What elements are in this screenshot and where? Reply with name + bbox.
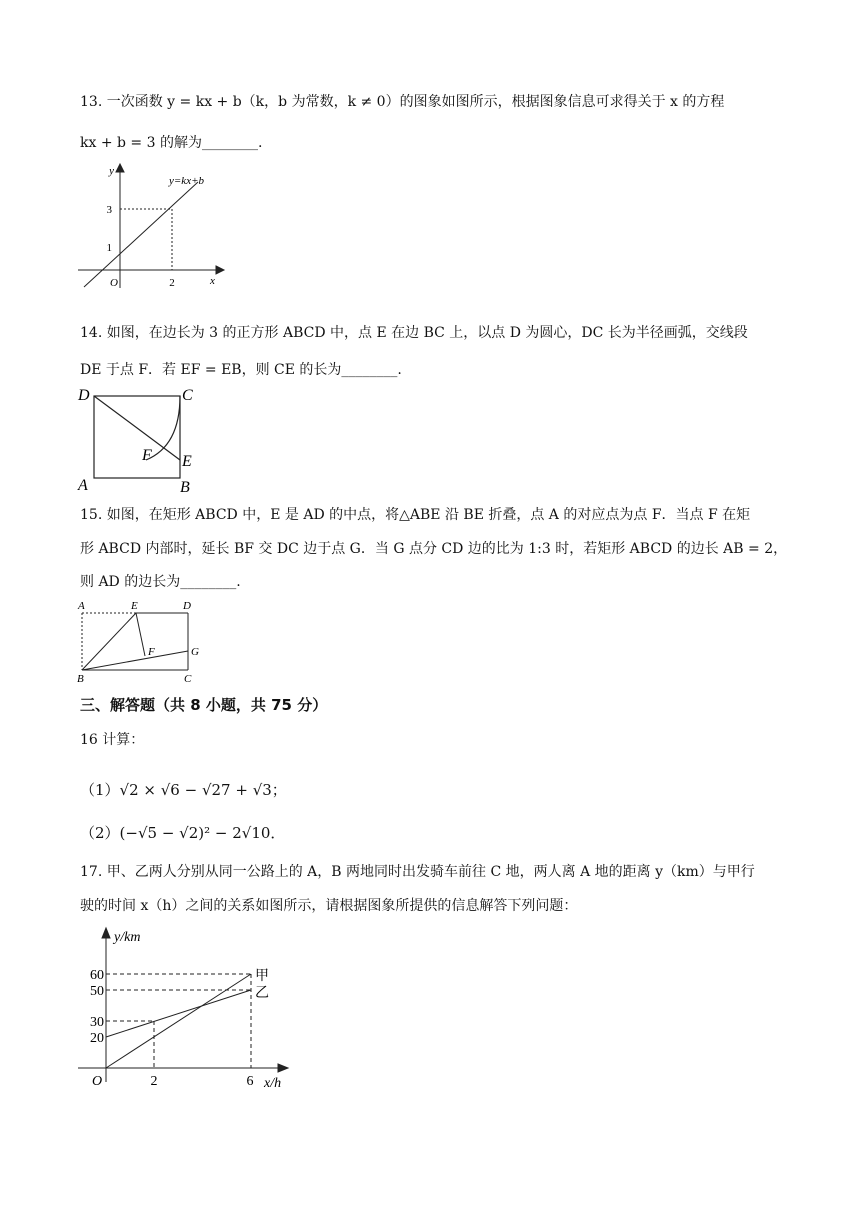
y-label: y/km	[114, 930, 141, 945]
segment-de	[94, 396, 180, 460]
q16-title: 16 计算：	[80, 732, 145, 748]
q16-part1: （1）√2 × √6 − √27 + √3；	[80, 781, 287, 799]
label-d: D	[78, 387, 90, 404]
q15-line1: 15. 如图，在矩形 ABCD 中，E 是 AD 的中点，将△ABE 沿 BE 折叠，点 A 的对应点为点 F．当点 F 在矩	[80, 507, 751, 523]
label-b: B	[180, 479, 190, 496]
tick-x2: 2	[169, 277, 175, 289]
origin-label: O	[92, 1074, 103, 1089]
q17-graph	[74, 922, 314, 1092]
x-label: x/h	[264, 1076, 282, 1091]
tick-30: 30	[90, 1015, 104, 1030]
q17-line1: 17. 甲、乙两人分别从同一公路上的 A，B 两地同时出发骑车前往 C 地，两人离 A 地的距离 y（km）与甲行	[80, 864, 755, 880]
tick-x2: 2	[150, 1074, 158, 1089]
q13-line1: 13. 一次函数 y = kx + b（k，b 为常数，k ≠ 0）的图象如图所示，根据图象信息可求得关于 x 的方程	[80, 94, 725, 110]
label-b: B	[77, 673, 84, 685]
q14-line2: DE 于点 F．若 EF = EB，则 CE 的长为________.	[80, 362, 402, 378]
tick-60: 60	[90, 968, 104, 983]
function-label: y=kx+b	[169, 175, 204, 187]
x-axis-arrow	[278, 1064, 288, 1072]
q15-line2: 形 ABCD 内部时，延长 BF 交 DC 边于点 G．当 G 点分 CD 边的比为 1:3 时，若矩形 ABCD 的边长 AB = 2，	[80, 541, 788, 557]
x-axis-arrow	[216, 266, 224, 274]
label-c: C	[184, 673, 192, 685]
q14-line1: 14. 如图，在边长为 3 的正方形 ABCD 中，点 E 在边 BC 上，以点 D 为圆心，DC 长为半径画弧，交线段	[80, 325, 748, 341]
series-yi-label: 乙	[255, 986, 269, 1001]
label-c: C	[182, 387, 193, 404]
q16-part2: （2）(−√5 − √2)² − 2√10．	[80, 824, 286, 842]
y-label: y	[109, 165, 114, 177]
y-axis-arrow	[102, 928, 110, 938]
label-e: E	[182, 453, 192, 470]
label-e: E	[131, 600, 138, 612]
x-label: x	[210, 275, 215, 287]
label-a: A	[78, 477, 88, 494]
series-jia-label: 甲	[255, 969, 269, 984]
tick-y1: 1	[106, 242, 112, 254]
tick-y3: 3	[106, 204, 112, 216]
label-g: G	[191, 646, 199, 658]
tick-x6: 6	[246, 1074, 254, 1089]
series-yi-line	[106, 990, 251, 1037]
label-f: F	[142, 447, 152, 464]
square-abcd	[94, 396, 180, 478]
q15-figure	[76, 598, 216, 688]
q13-line2: kx + b = 3 的解为________.	[80, 135, 263, 151]
q17-line2: 驶的时间 x（h）之间的关系如图所示，请根据图象所提供的信息解答下列问题：	[80, 898, 578, 914]
section-heading: 三、解答题（共 8 小题，共 75 分）	[80, 696, 328, 714]
q15-line3: 则 AD 的边长为________.	[80, 574, 241, 590]
function-line	[84, 182, 198, 287]
q14-figure	[76, 384, 206, 494]
label-a: A	[78, 600, 85, 612]
origin-label: O	[110, 277, 118, 289]
q13-graph	[76, 160, 236, 292]
label-f: F	[148, 646, 155, 658]
tick-20: 20	[90, 1031, 104, 1046]
tick-50: 50	[90, 984, 104, 999]
segment-ef	[136, 613, 145, 656]
y-axis-arrow	[116, 164, 124, 172]
label-d: D	[183, 600, 191, 612]
